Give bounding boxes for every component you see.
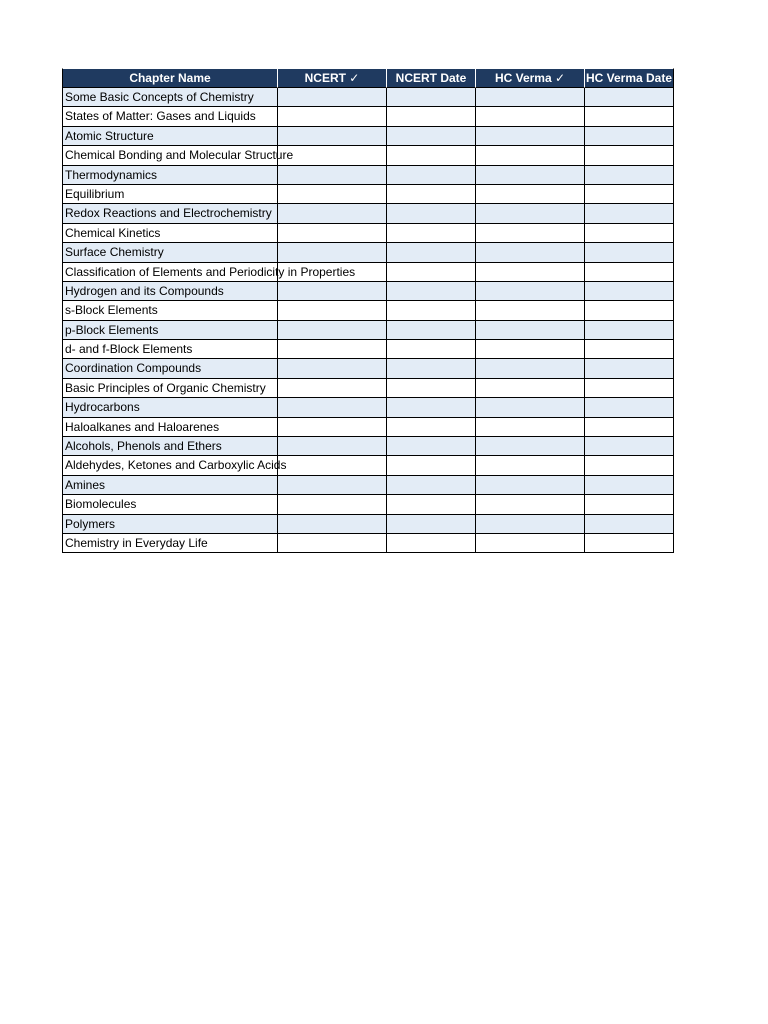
table-row	[62, 263, 674, 282]
chapter-name-cell[interactable]	[62, 88, 278, 107]
ncert-date-cell[interactable]	[387, 398, 476, 417]
hc-verma-date-cell[interactable]	[585, 88, 674, 107]
ncert-check-cell[interactable]	[278, 321, 387, 340]
chapter-name-cell[interactable]	[62, 398, 278, 417]
chapter-name-cell[interactable]	[62, 437, 278, 456]
hc-verma-check-cell[interactable]	[476, 340, 585, 359]
ncert-check-cell[interactable]	[278, 495, 387, 514]
ncert-date-cell[interactable]	[387, 515, 476, 534]
table-row	[62, 282, 674, 301]
ncert-date-cell[interactable]	[387, 88, 476, 107]
ncert-date-cell[interactable]	[387, 146, 476, 165]
hc-verma-date-cell[interactable]	[585, 340, 674, 359]
ncert-date-cell[interactable]	[387, 495, 476, 514]
ncert-check-cell[interactable]	[278, 146, 387, 165]
chapter-name-text: Hydrocarbons	[65, 400, 140, 415]
table-row	[62, 224, 674, 243]
table-body	[62, 88, 674, 553]
ncert-date-cell[interactable]	[387, 340, 476, 359]
chapter-name-cell[interactable]	[62, 534, 278, 553]
chapter-name-text: Some Basic Concepts of Chemistry	[65, 90, 254, 104]
hc-verma-date-cell[interactable]	[585, 301, 674, 320]
table-row	[62, 515, 674, 534]
ncert-date-cell[interactable]	[387, 224, 476, 243]
ncert-date-cell[interactable]	[387, 243, 476, 262]
hc-verma-check-cell[interactable]	[476, 301, 585, 320]
header-hc-verma-check[interactable]: HC Verma ✓	[476, 68, 585, 88]
ncert-check-cell[interactable]	[278, 224, 387, 243]
table-row	[62, 437, 674, 456]
chapter-name-cell[interactable]	[62, 282, 278, 301]
hc-verma-date-cell[interactable]	[585, 321, 674, 340]
ncert-check-cell[interactable]	[278, 398, 387, 417]
table-row	[62, 379, 674, 398]
chapter-name-text: Classification of Elements and Periodicity in Properties	[65, 264, 356, 279]
chapter-name-cell[interactable]	[62, 224, 278, 243]
ncert-check-cell[interactable]	[278, 88, 387, 107]
table-row	[62, 301, 674, 320]
hc-verma-date-cell[interactable]	[585, 437, 674, 456]
chapter-name-text: Chemistry in Everyday Life	[65, 535, 208, 550]
hc-verma-date-cell[interactable]	[585, 243, 674, 262]
hc-verma-date-cell[interactable]	[585, 185, 674, 204]
hc-verma-date-cell[interactable]	[585, 166, 674, 185]
ncert-check-cell[interactable]	[278, 437, 387, 456]
ncert-date-cell[interactable]	[387, 437, 476, 456]
chapter-name-cell[interactable]	[62, 321, 278, 340]
chapter-name-cell[interactable]	[62, 243, 278, 262]
hc-verma-check-cell[interactable]	[476, 88, 585, 107]
hc-verma-check-cell[interactable]	[476, 185, 585, 204]
table-row	[62, 476, 674, 495]
ncert-check-cell[interactable]	[278, 107, 387, 126]
table-row	[62, 398, 674, 417]
ncert-check-cell[interactable]	[278, 418, 387, 437]
hc-verma-date-cell[interactable]	[585, 398, 674, 417]
chapter-name-text: Haloalkanes and Haloarenes	[65, 419, 220, 434]
chapter-name-text: Amines	[65, 477, 106, 492]
table-row	[62, 146, 674, 165]
ncert-check-cell[interactable]	[278, 456, 387, 475]
ncert-date-cell[interactable]	[387, 534, 476, 553]
chapter-name-text: d- and f-Block Elements	[65, 342, 193, 357]
chapter-name-text: Chemical Kinetics	[65, 225, 161, 240]
hc-verma-date-cell[interactable]	[585, 418, 674, 437]
chapter-name-cell[interactable]	[62, 456, 287, 475]
ncert-date-cell[interactable]	[387, 418, 476, 437]
ncert-check-cell[interactable]	[278, 204, 387, 223]
hc-verma-check-cell[interactable]	[476, 263, 585, 282]
chapter-name-text: Atomic Structure	[65, 128, 154, 143]
chapter-name-text: Biomolecules	[65, 497, 137, 512]
hc-verma-check-cell[interactable]	[476, 321, 585, 340]
chapter-name-text: p-Block Elements	[65, 322, 159, 337]
chapter-name-cell[interactable]	[62, 301, 278, 320]
ncert-check-cell[interactable]	[278, 340, 387, 359]
hc-verma-date-cell[interactable]	[585, 495, 674, 514]
ncert-check-cell[interactable]	[278, 301, 387, 320]
ncert-check-cell[interactable]	[278, 379, 387, 398]
chapter-name-text: s-Block Elements	[65, 303, 158, 318]
table-row	[62, 204, 674, 223]
table-row	[62, 418, 674, 437]
table-row	[62, 243, 674, 262]
table-row	[62, 107, 674, 126]
chapter-name-text: Basic Principles of Organic Chemistry	[65, 380, 266, 395]
hc-verma-check-cell[interactable]	[476, 166, 585, 185]
chapter-name-cell[interactable]	[62, 107, 278, 126]
hc-verma-date-cell[interactable]	[585, 224, 674, 243]
chapter-name-text: States of Matter: Gases and Liquids	[65, 109, 256, 124]
ncert-date-cell[interactable]	[387, 263, 476, 282]
ncert-date-cell[interactable]	[387, 476, 476, 495]
hc-verma-date-cell[interactable]	[585, 127, 674, 146]
hc-verma-date-cell[interactable]	[585, 534, 674, 553]
chapter-name-text: Hydrogen and its Compounds	[65, 283, 224, 298]
hc-verma-check-cell[interactable]	[476, 456, 585, 475]
hc-verma-date-cell[interactable]	[585, 282, 674, 301]
chapter-name-text: Aldehydes, Ketones and Carboxylic Acids	[65, 458, 287, 473]
hc-verma-date-cell[interactable]	[585, 204, 674, 223]
hc-verma-date-cell[interactable]	[585, 146, 674, 165]
ncert-check-cell[interactable]	[278, 476, 387, 495]
header-ncert-date[interactable]: NCERT Date	[387, 68, 476, 88]
ncert-check-cell[interactable]	[278, 534, 387, 553]
ncert-check-cell[interactable]	[278, 127, 387, 146]
ncert-check-cell[interactable]	[278, 359, 387, 378]
ncert-date-cell[interactable]	[387, 166, 476, 185]
hc-verma-check-cell[interactable]	[476, 243, 585, 262]
table-row	[62, 340, 674, 359]
hc-verma-check-cell[interactable]	[476, 418, 585, 437]
chapter-name-text: Polymers	[65, 516, 116, 531]
hc-verma-check-cell[interactable]	[476, 534, 585, 553]
hc-verma-date-cell[interactable]	[585, 515, 674, 534]
chapter-name-text: Equilibrium	[65, 186, 125, 201]
ncert-date-cell[interactable]	[387, 204, 476, 223]
hc-verma-check-cell[interactable]	[476, 359, 585, 378]
chapter-name-text: Coordination Compounds	[65, 361, 202, 376]
chapter-name-cell[interactable]	[62, 515, 278, 534]
hc-verma-check-cell[interactable]	[476, 398, 585, 417]
table-row	[62, 456, 674, 475]
chapter-name-cell[interactable]	[62, 359, 278, 378]
chapter-name-cell[interactable]	[62, 379, 278, 398]
table-row	[62, 127, 674, 146]
hc-verma-check-cell[interactable]	[476, 224, 585, 243]
chapter-name-cell[interactable]	[62, 166, 278, 185]
hc-verma-check-cell[interactable]	[476, 107, 585, 126]
chapter-name-text: Thermodynamics	[65, 167, 158, 182]
table-row	[62, 88, 674, 107]
hc-verma-date-cell[interactable]	[585, 379, 674, 398]
chapter-name-cell[interactable]	[62, 476, 278, 495]
chapter-name-cell[interactable]	[62, 418, 278, 437]
ncert-check-cell[interactable]	[278, 515, 387, 534]
chapter-name-text: Redox Reactions and Electrochemistry	[65, 206, 272, 221]
hc-verma-date-cell[interactable]	[585, 359, 674, 378]
chapter-name-text: Surface Chemistry	[65, 245, 164, 260]
ncert-date-cell[interactable]	[387, 185, 476, 204]
header-row	[62, 68, 674, 88]
hc-verma-check-cell[interactable]	[476, 282, 585, 301]
hc-verma-check-cell[interactable]	[476, 146, 585, 165]
chapter-name-cell[interactable]	[62, 495, 278, 514]
chapter-name-text: Chemical Bonding and Molecular Structure	[65, 148, 294, 163]
hc-verma-date-cell[interactable]	[585, 263, 674, 282]
ncert-check-cell[interactable]	[278, 243, 387, 262]
header-ncert-check[interactable]: NCERT ✓	[278, 68, 387, 88]
ncert-date-cell[interactable]	[387, 359, 476, 378]
table-row	[62, 321, 674, 340]
hc-verma-date-cell[interactable]	[585, 456, 674, 475]
ncert-date-cell[interactable]	[387, 321, 476, 340]
hc-verma-check-cell[interactable]	[476, 127, 585, 146]
chapter-name-cell[interactable]	[62, 146, 294, 165]
hc-verma-check-cell[interactable]	[476, 476, 585, 495]
hc-verma-check-cell[interactable]	[476, 379, 585, 398]
ncert-date-cell[interactable]	[387, 282, 476, 301]
ncert-check-cell[interactable]	[278, 282, 387, 301]
chapter-name-cell[interactable]	[62, 127, 278, 146]
header-chapter-name[interactable]: Chapter Name	[62, 68, 278, 88]
table-row	[62, 166, 674, 185]
table-row	[62, 495, 674, 514]
ncert-check-cell[interactable]	[278, 185, 387, 204]
hc-verma-check-cell[interactable]	[476, 515, 585, 534]
ncert-date-cell[interactable]	[387, 379, 476, 398]
hc-verma-check-cell[interactable]	[476, 495, 585, 514]
ncert-date-cell[interactable]	[387, 107, 476, 126]
header-hc-verma-date[interactable]: HC Verma Date	[585, 68, 674, 88]
hc-verma-date-cell[interactable]	[585, 107, 674, 126]
table-row	[62, 359, 674, 378]
hc-verma-check-cell[interactable]	[476, 437, 585, 456]
ncert-date-cell[interactable]	[387, 127, 476, 146]
table-row	[62, 534, 674, 553]
chapter-name-cell[interactable]	[62, 204, 278, 223]
hc-verma-check-cell[interactable]	[476, 204, 585, 223]
ncert-date-cell[interactable]	[387, 456, 476, 475]
chapter-name-text: Alcohols, Phenols and Ethers	[65, 439, 222, 454]
ncert-date-cell[interactable]	[387, 301, 476, 320]
ncert-check-cell[interactable]	[278, 166, 387, 185]
chapter-tracker-table	[62, 68, 674, 553]
hc-verma-date-cell[interactable]	[585, 476, 674, 495]
chapter-name-cell[interactable]	[62, 185, 278, 204]
table-row	[62, 185, 674, 204]
chapter-name-cell[interactable]	[62, 263, 356, 282]
chapter-name-cell[interactable]	[62, 340, 278, 359]
